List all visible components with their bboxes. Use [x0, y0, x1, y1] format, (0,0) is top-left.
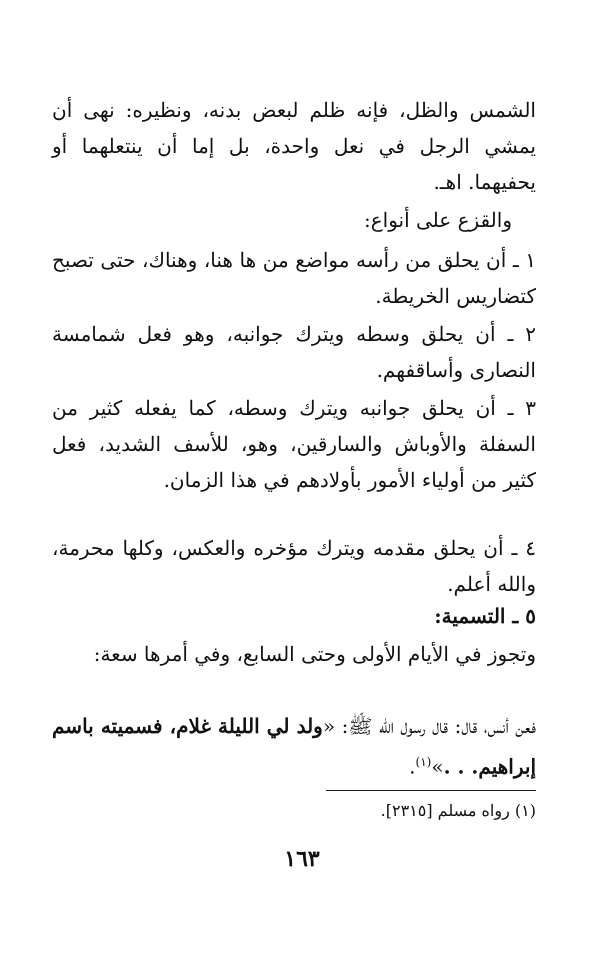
hadith-paragraph [52, 708, 536, 785]
naming-paragraph [52, 636, 536, 672]
footnote [116, 798, 536, 824]
list-item-1-text: ١ ـ أن يحلق من رأسه مواضع من ها هنا، وهناك، حتى تصبح كتضاريس الخريطة. [52, 248, 536, 308]
footnote-reference[interactable]: (١) [415, 755, 432, 769]
list-item-4 [52, 530, 536, 602]
list-item-1 [52, 242, 536, 314]
footnote-divider [326, 790, 536, 791]
hadith-lead: فعن أنس، قال: قال رسول الله ﷺ: « [322, 714, 536, 738]
qaza-intro-text: والقزع على أنواع: [363, 208, 512, 232]
hadith-end: . [409, 754, 416, 779]
list-item-3 [52, 390, 536, 498]
qaza-intro [52, 202, 536, 238]
page-number: ١٦٣ [284, 846, 320, 872]
section-heading-text: ٥ ـ التسمية: [434, 604, 536, 628]
list-item-3-text: ٣ ـ أن يحلق جوانبه ويترك وسطه، كما يفعله كثير من السفلة والأوباش والسارقين، وهو، للأسف الشديد، فعل كثير من أولياء الأمور بأولادهم في هذا الزمان. [52, 396, 536, 492]
intro-paragraph [52, 92, 536, 200]
section-heading [434, 598, 536, 634]
intro-text: الشمس والظل، فإنه ظلم لبعض بدنه، ونظيره: نهى أن يمشي الرجل في نعل واحدة، بل إما أن ينتعلهما أو يحفيهما. اهـ. [52, 98, 536, 194]
naming-paragraph-text: وتجوز في الأيام الأولى وحتى السابع، وفي أمرها سعة: [93, 642, 536, 666]
list-item-2 [52, 316, 536, 388]
footnote-text: (١) رواه مسلم [٢٣١٥]. [380, 801, 536, 820]
list-item-4-text: ٤ ـ أن يحلق مقدمه ويترك مؤخره والعكس، وكلها محرمة، والله أعلم. [52, 536, 536, 596]
list-item-2-text: ٢ ـ أن يحلق وسطه ويترك جوانبه، وهو فعل شمامسة النصارى وأساقفهم. [52, 322, 536, 382]
hadith-quote: ولد لي الليلة غلام، فسميته باسم إبراهيم. . . [52, 714, 536, 779]
hadith-close: » [431, 754, 444, 779]
